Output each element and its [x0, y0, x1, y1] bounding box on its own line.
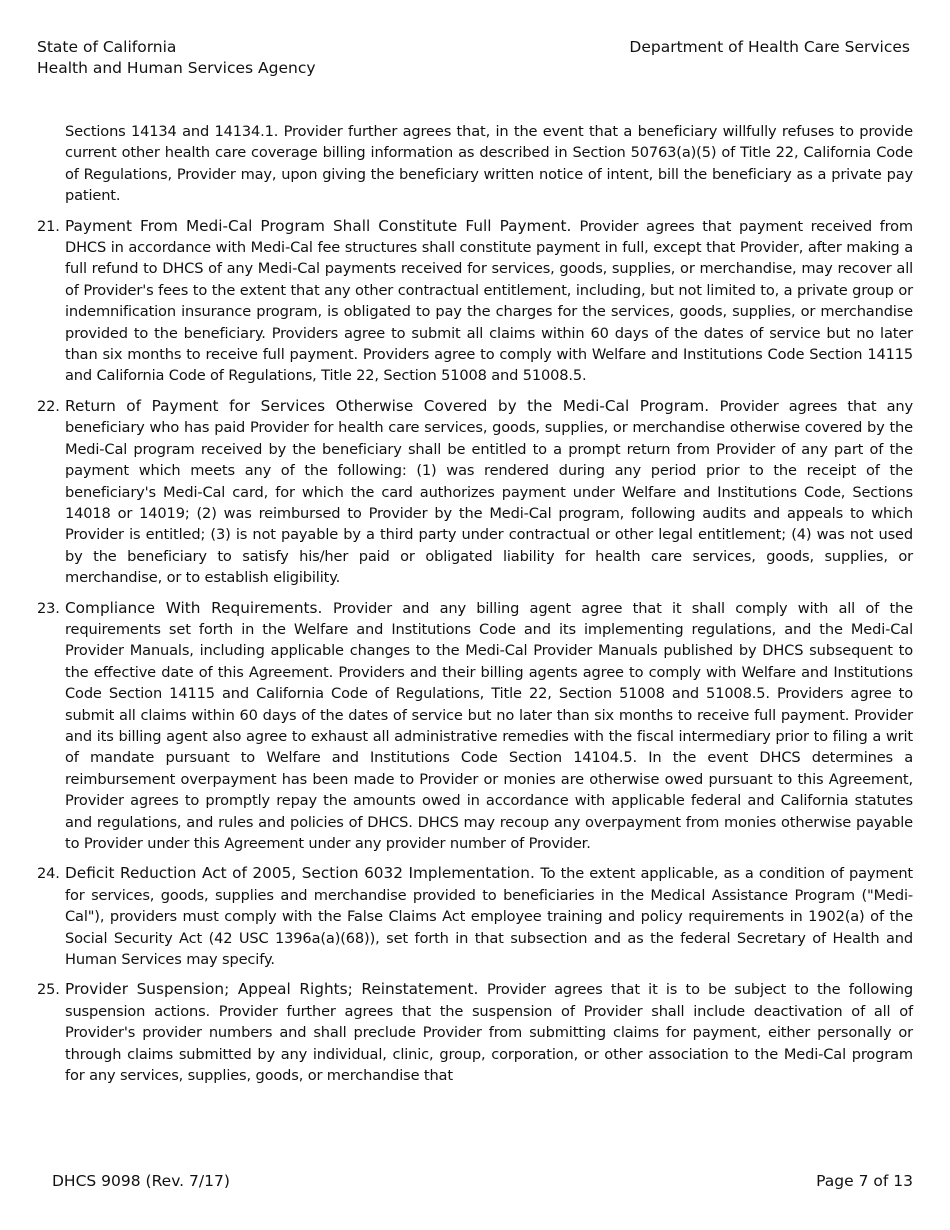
section-number: 23.	[37, 599, 60, 617]
section-25	[37, 979, 913, 1086]
section-number: 21.	[37, 217, 60, 235]
section-body: Provider agrees that any beneficiary who has paid Provider for health care services, goods, supplies, or merchandise otherwise covered by the Medi-Cal program received by the beneficiary shall be entitled to a prompt return from Provider of any part of the payment which meets any of the following: (1) was rendered during any period prior to the receipt of the beneficiary's Medi-Cal card, for which the card authorizes payment under Welfare and Institutions Code, Sections 14018 or 14019; (2) was reimbursed to Provider by the Medi-Cal program, following audits and appeals to which Provider is entitled; (3) is not payable by a third party under contractual or other legal entitlement; (4) was not used by the beneficiary to satisfy his/her paid or obligated liability for health care services, goods, supplies, or merchandise, or to establish eligibility.	[65, 397, 913, 587]
section-23	[37, 598, 913, 855]
section-number: 25.	[37, 981, 60, 999]
header-department: Department of Health Care Services	[629, 38, 910, 56]
section-number: 22.	[37, 397, 60, 415]
section-body: Provider and any billing agent agree that it shall comply with all of the requirements set forth in the Welfare and Institutions Code and its implementing regulations, and the Medi-Cal Provider Manuals, including applicable changes to the Medi-Cal Provider Manuals published by DHCS subsequent to the effective date of this Agreement. Providers and their billing agents agree to comply with Welfare and Institutions Code Section 14115 and California Code of Regulations, Title 22, Section 51008 and 51008.5. Providers agree to submit all claims within 60 days of the dates of service but no later than six months to receive full payment. Provider and its billing agent also agree to exhaust all administrative remedies with the fiscal intermediary prior to filing a writ of mandate pursuant to Welfare and Institutions Code Section 14104.5. In the event DHCS determines a reimbursement overpayment has been made to Provider or monies are otherwise owed pursuant to this Agreement, Provider agrees to promptly repay the amounts owed in accordance with applicable federal and California statutes and regulations, and rules and policies of DHCS. DHCS may recoup any overpayment from monies otherwise payable to Provider under this Agreement under any provider number of Provider.	[65, 599, 913, 852]
page-number: Page 7 of 13	[816, 1172, 913, 1190]
section-body: Provider agrees that payment received from DHCS in accordance with Medi-Cal fee structures shall constitute payment in full, except that Provider, after making a full refund to DHCS of any Medi-Cal payments received for services, goods, supplies, or merchandise, may recover all of Provider's fees to the extent that any other contractual entitlement, including, but not limited to, a private group or indemnification insurance program, is obligated to pay the charges for the services, goods, supplies, or merchandise provided to the beneficiary. Providers agree to submit all claims within 60 days of the dates of service but no later than six months to receive full payment. Providers agree to comply with Welfare and Institutions Code Section 14115 and California Code of Regulations, Title 22, Section 51008 and 51008.5.	[65, 217, 913, 385]
section-heading: Compliance With Requirements.	[65, 598, 334, 617]
document-body	[37, 121, 913, 1095]
section-24	[37, 863, 913, 970]
section-22	[37, 396, 913, 589]
section-number: 24.	[37, 865, 60, 883]
header-agency	[37, 37, 316, 79]
section-body: Provider agrees that it is to be subject to the following suspension actions. Provider further agrees that the suspension of Provider shall include deactivation of all of Provider's provider numbers and shall preclude Provider from submitting claims for payment, either personally or through claims submitted by any individual, clinic, group, corporation, or other association to the Medi-Cal program for any services, supplies, goods, or merchandise that	[65, 981, 913, 1085]
section-heading: Provider Suspension; Appeal Rights; Reinstatement.	[65, 980, 487, 999]
intro-paragraph: Sections 14134 and 14134.1. Provider further agrees that, in the event that a beneficiary willfully refuses to provide current other health care coverage billing information as described in Section 50763(a)(5) of Title 22, California Code of Regulations, Provider may, upon giving the beneficiary written notice of intent, bill the beneficiary as a private pay patient.	[65, 123, 913, 205]
section-heading: Return of Payment for Services Otherwise Covered by the Medi-Cal Program.	[65, 396, 720, 415]
header-agency-name: Health and Human Services Agency	[37, 59, 316, 77]
header-state: State of California	[37, 38, 177, 56]
section-21	[37, 216, 913, 387]
section-heading: Deficit Reduction Act of 2005, Section 6032 Implementation.	[65, 864, 541, 883]
form-id: DHCS 9098 (Rev. 7/17)	[52, 1172, 230, 1190]
section-body: To the extent applicable, as a condition of payment for services, goods, supplies and merchandise provided to beneficiaries in the Medical Assistance Program ("Medi-Cal"), providers must comply with the False Claims Act employee training and policy requirements in 1902(a) of the Social Security Act (42 USC 1396a(a)(68)), set forth in that subsection and as the federal Secretary of Health and Human Services may specify.	[65, 865, 913, 969]
section-heading: Payment From Medi-Cal Program Shall Constitute Full Payment.	[65, 216, 580, 235]
